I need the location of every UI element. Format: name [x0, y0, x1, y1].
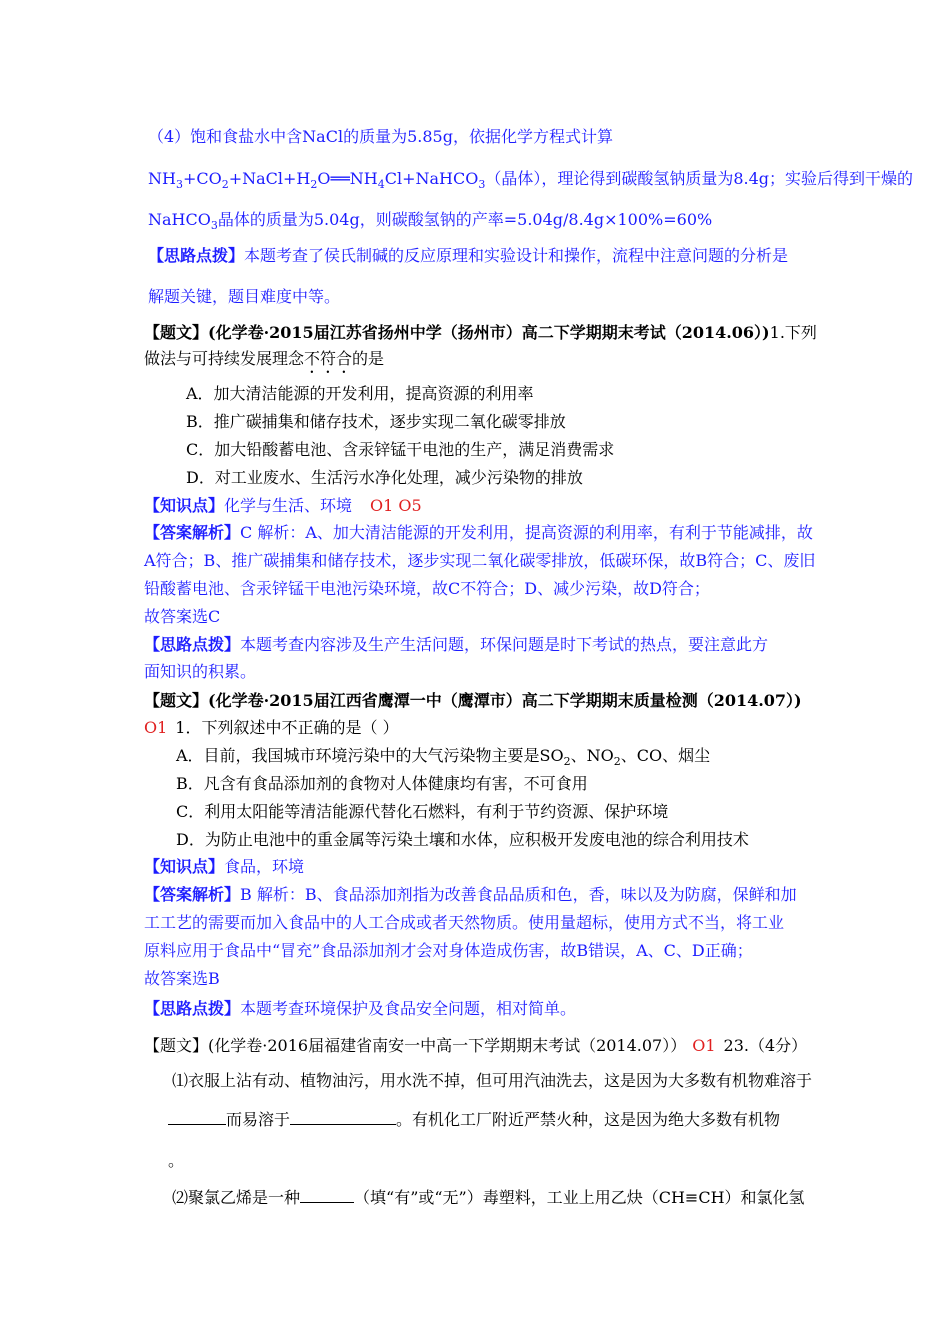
- tip-line-continued: 面知识的积累。: [144, 662, 257, 681]
- question-3-part-1-blanks: 而易溶于 。有机化工厂附近严禁火种，这是因为绝大多数有机物: [168, 1108, 780, 1131]
- answer-analysis-line: 【答案解析】B 解析：B、食品添加剂指为改善食品品质和色，香，味以及为防腐，保鲜和加: [144, 885, 797, 904]
- option-c: C．利用太阳能等清洁能源代替化石燃料，有利于节约资源、保护环境: [176, 802, 669, 821]
- question-2-header: 【题文】(化学卷·2015届江西省鹰潭一中（鹰潭市）高二下学期期末质量检测（2014.07）): [144, 691, 802, 710]
- knowledge-code: O1: [692, 1036, 716, 1055]
- tip-tag: 【思路点拨】: [144, 635, 241, 654]
- answer-blank[interactable]: [290, 1108, 396, 1125]
- option-d: D．对工业废水、生活污水净化处理，减少污染物的排放: [186, 468, 583, 487]
- answer-conclusion: 故答案选C: [144, 607, 221, 626]
- emphasized-text: 不符合: [304, 349, 353, 368]
- knowledge-point-tag: 【知识点】: [144, 857, 225, 876]
- option-b: B．凡含有食品添加剂的食物对人体健康均有害，不可食用: [176, 774, 588, 793]
- question-3-part-2: ⑵聚氯乙烯是一种 （填“有”或“无”）毒塑料，工业上用乙炔（CH≡CH）和氯化氢: [172, 1188, 805, 1207]
- knowledge-code: O1 O5: [370, 496, 422, 515]
- answer-tag: 【答案解析】: [144, 885, 241, 904]
- question-1-header: 【题文】(化学卷·2015届江苏省扬州中学（扬州市）高二下学期期末考试（2014.06）)1.下列: [144, 323, 817, 342]
- answer-tag: 【答案解析】: [144, 523, 241, 542]
- knowledge-point-line: 【知识点】食品，环境: [144, 857, 305, 876]
- option-a: A．目前，我国城市环境污染中的大气污染物主要是$SO_2$、$NO_2$、CO、烟尘: [176, 746, 711, 769]
- answer-analysis-line: 铅酸蓄电池、含汞锌锰干电池污染环境，故C不符合；D、减少污染，故D符合；: [144, 579, 710, 598]
- question-3-header: 【题文】(化学卷·2016届福建省南安一中高一下学期期末考试（2014.07）） O1 23.（4分）: [144, 1036, 808, 1055]
- knowledge-point-line: 【知识点】化学与生活、环境 O1 O5: [144, 496, 422, 515]
- question-1-stem: 做法与可持续发展理念不符合的是: [144, 349, 385, 368]
- option-d: D．为防止电池中的重金属等污染土壤和水体，应积极开发废电池的综合利用技术: [176, 830, 749, 849]
- tip-line-continued: 解题关键，题目难度中等。: [148, 287, 341, 306]
- knowledge-code: O1: [144, 718, 168, 737]
- question-3-part-1: ⑴衣服上沾有动、植物油污，用水洗不掉，但可用汽油洗去，这是因为大多数有机物难溶于: [172, 1071, 813, 1090]
- knowledge-point-tag: 【知识点】: [144, 496, 225, 515]
- answer-conclusion: 故答案选B: [144, 969, 220, 988]
- option-b: B．推广碳捕集和储存技术，逐步实现二氧化碳零排放: [186, 412, 566, 431]
- tip-tag: 【思路点拨】: [144, 999, 241, 1018]
- answer-blank[interactable]: [300, 1186, 354, 1203]
- chemical-equation-line: $NH_3+CO_2+NaCl+H_2O══NH_4Cl+NaHCO_3$（晶体），理论得到碳酸氢钠质量为8.4g；实验后得到干燥的: [148, 169, 914, 192]
- tip-line: 【思路点拨】本题考查了侯氏制碱的反应原理和实验设计和操作，流程中注意问题的分析是: [148, 246, 789, 265]
- tip-line: 【思路点拨】本题考查内容涉及生产生活问题，环保问题是时下考试的热点，要注意此方: [144, 635, 769, 654]
- solution-line-4: （4）饱和食盐水中含NaCl的质量为5.85g，依据化学方程式计算: [148, 127, 613, 146]
- answer-analysis-line: 原料应用于食品中“冒充”食品添加剂才会对身体造成伤害，故B错误，A、C、D正确；: [144, 941, 753, 960]
- question-2-stem: O1 1．下列叙述中不正确的是（ ）: [144, 718, 399, 737]
- yield-calculation-line: NaHCO$_3$晶体的质量为5.04g，则碳酸氢钠的产率=5.04g/8.4g×100%=60%: [148, 210, 713, 233]
- answer-blank[interactable]: [168, 1108, 226, 1125]
- question-3-part-1-end: 。: [168, 1151, 185, 1170]
- answer-analysis-line: A符合；B、推广碳捕集和储存技术，逐步实现二氧化碳零排放，低碳环保，故B符合；C、废旧: [144, 551, 816, 570]
- tip-tag: 【思路点拨】: [148, 246, 245, 265]
- answer-analysis-line: 【答案解析】C 解析：A、加大清洁能源的开发利用，提高资源的利用率，有利于节能减排，故: [144, 523, 813, 542]
- option-c: C．加大铅酸蓄电池、含汞锌锰干电池的生产，满足消费需求: [186, 440, 615, 459]
- option-a: A．加大清洁能源的开发利用，提高资源的利用率: [186, 384, 534, 403]
- tip-line: 【思路点拨】本题考查环境保护及食品安全问题，相对简单。: [144, 999, 577, 1018]
- answer-analysis-line: 工工艺的需要而加入食品中的人工合成或者天然物质。使用量超标，使用方式不当，将工业: [144, 913, 785, 932]
